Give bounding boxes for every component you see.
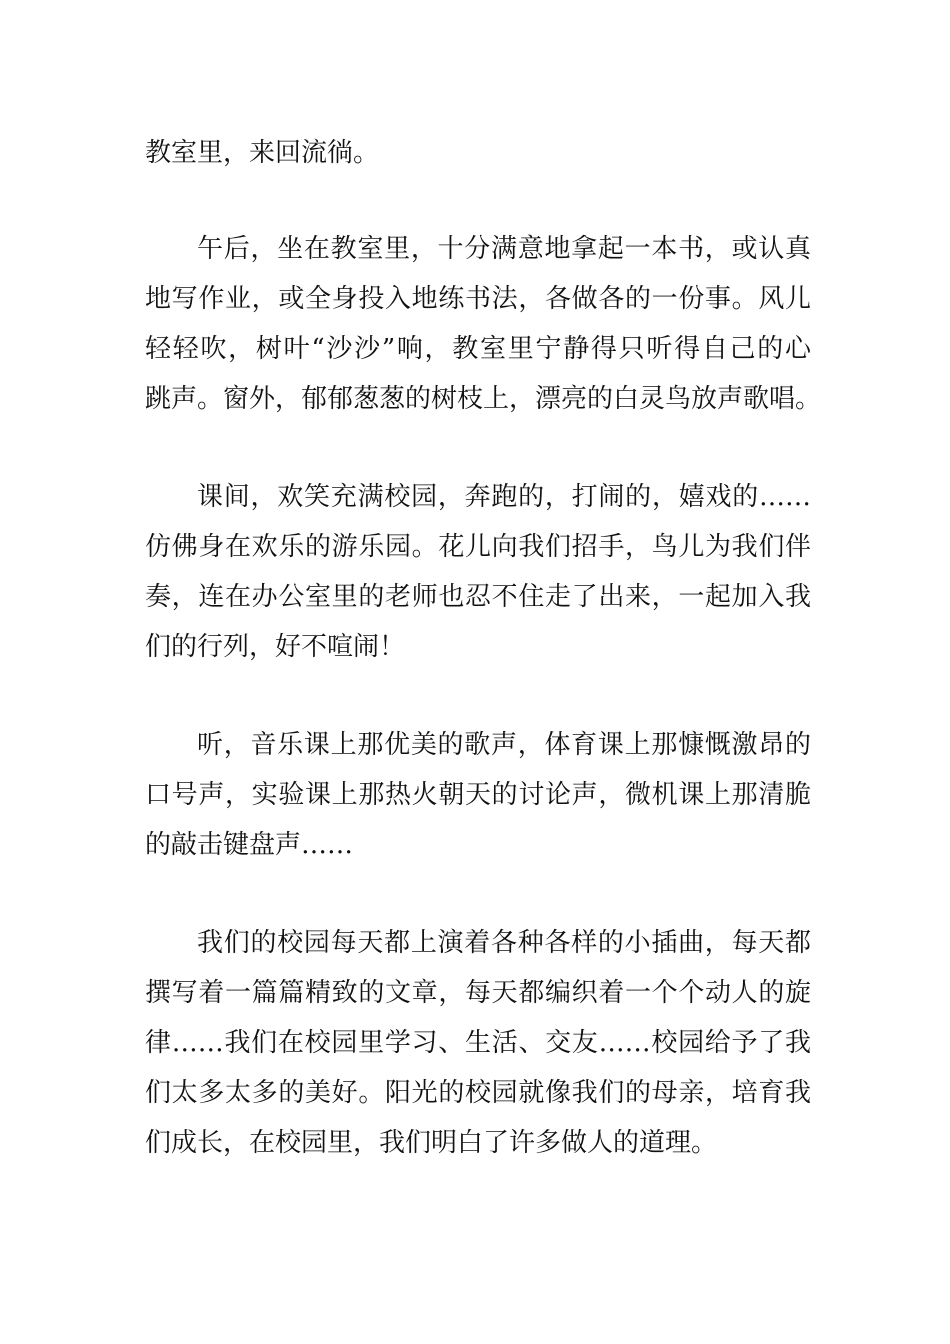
text-line: 的敲击键盘声…… (145, 830, 354, 860)
text-line: 仿佛身在欢乐的游乐园。花儿向我们招手，鸟儿为我们伴 (145, 532, 811, 562)
text-line: 们成长，在校园里，我们明白了许多做人的道理。 (145, 1128, 718, 1158)
text-line: 课间，欢笑充满校园，奔跑的，打闹的，嬉戏的…… (197, 482, 811, 512)
text-line: 听，音乐课上那优美的歌声，体育课上那慷慨激昂的 (197, 730, 811, 760)
text-line: 们太多太多的美好。阳光的校园就像我们的母亲，培育我 (145, 1078, 811, 1108)
text-line: 奏，连在办公室里的老师也忍不住走了出来，一起加入我 (145, 582, 811, 612)
text-line: 律……我们在校园里学习、生活、交友……校园给予了我 (145, 1028, 811, 1058)
text-line: 轻轻吹，树叶“沙沙”响，教室里宁静得只听得自己的心 (145, 334, 811, 364)
text-line: 教室里，来回流徜。 (145, 138, 380, 168)
text-line: 午后，坐在教室里，十分满意地拿起一本书，或认真 (197, 234, 811, 264)
text-line: 撰写着一篇篇精致的文章，每天都编织着一个个动人的旋 (145, 978, 811, 1008)
text-line: 我们的校园每天都上演着各种各样的小插曲，每天都 (197, 928, 811, 958)
text-line: 口号声，实验课上那热火朝天的讨论声，微机课上那清脆 (145, 780, 811, 810)
text-line: 地写作业，或全身投入地练书法，各做各的一份事。风儿 (145, 284, 811, 314)
text-line: 们的行列，好不喧闹！ (145, 632, 406, 662)
text-line: 跳声。窗外，郁郁葱葱的树枝上，漂亮的白灵鸟放声歌唱。 (145, 384, 822, 414)
